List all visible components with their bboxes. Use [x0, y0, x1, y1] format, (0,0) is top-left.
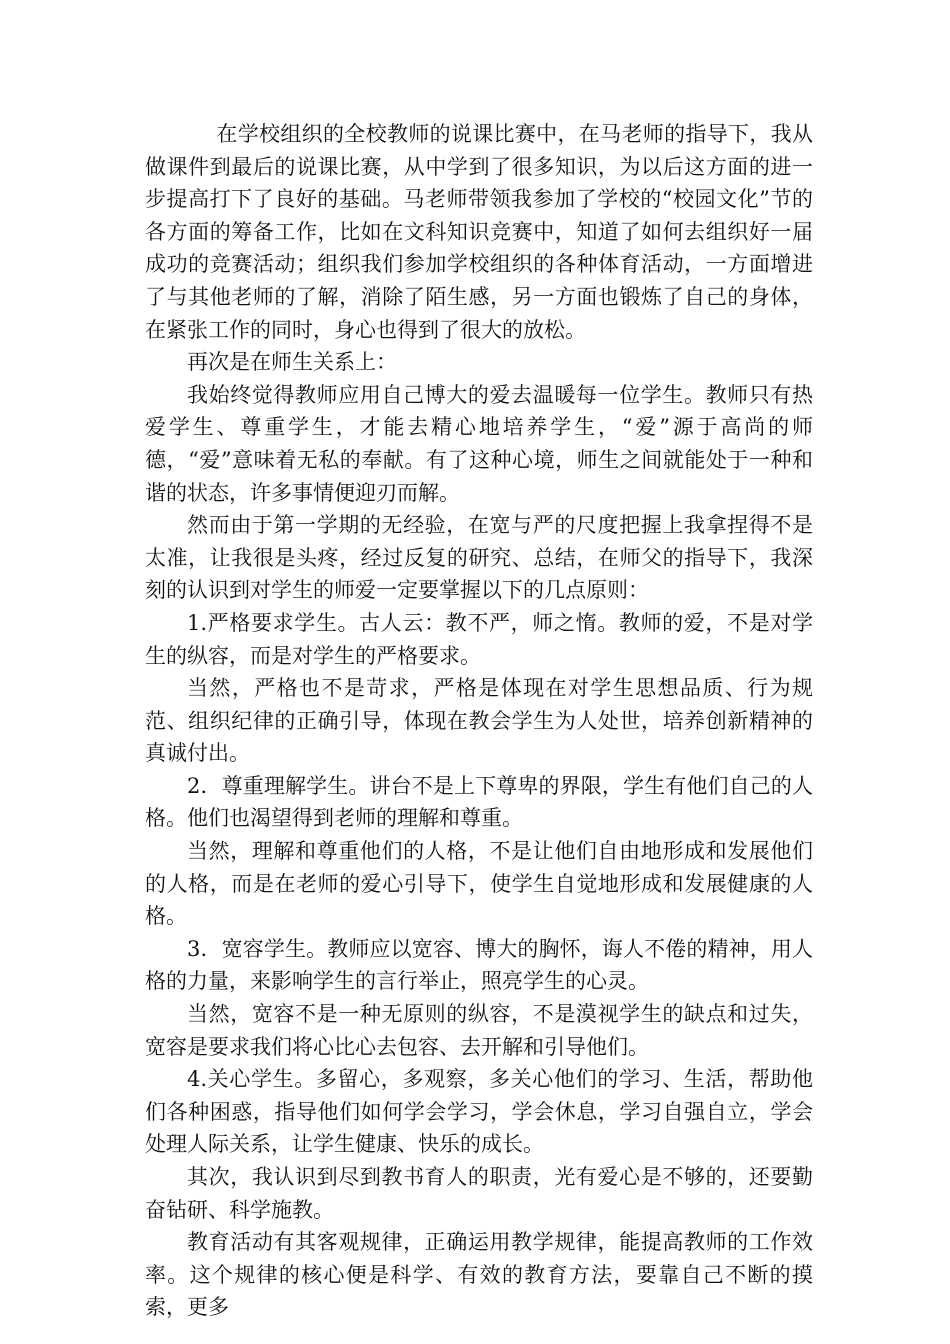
paragraph-principles-intro: 然而由于第一学期的无经验，在宽与严的尺度把握上我拿捏得不是太准，让我很是头疼，经过反复的研究、总结，在师父的指导下，我深刻的认识到对学生的师爱一定要掌握以下的几点原则： [145, 513, 813, 603]
paragraph-principle-1: 1.严格要求学生。古人云：教不严，师之惰。教师的爱，不是对学生的纵容，而是对学生的严格要求。 [145, 610, 813, 668]
paragraph-teacher-student-heading: 再次是在师生关系上： [187, 350, 397, 375]
paragraph-principle-4: 4.关心学生。多留心，多观察，多关心他们的学习、生活，帮助他们各种困惑，指导他们如何学会学习，学会休息，学习自强自立，学会处理人际关系，让学生健康、快乐的成长。 [145, 1067, 813, 1157]
paragraph-competition: 在学校组织的全校教师的说课比赛中，在马老师的指导下，我从做课件到最后的说课比赛，从中学到了很多知识，为以后这方面的进一步提高打下了良好的基础。马老师带领我参加了学校的“校园文化”节的各方面的筹备工作，比如在文科知识竞赛中，知道了如何去组织好一届成功的竞赛活动；组织我们参加学校组织的各种体育活动，一方面增进了与其他老师的了解，消除了陌生感，另一方面也锻炼了自己的身体，在紧张工作的同时，身心也得到了很大的放松。 [145, 122, 813, 342]
paragraph-principle-3: 3．宽容学生。教师应以宽容、博大的胸怀，诲人不倦的精神，用人格的力量，来影响学生的言行举止，照亮学生的心灵。 [145, 936, 813, 994]
paragraph-teaching-rules: 教育活动有其客观规律，正确运用教学规律，能提高教师的工作效率。这个规律的核心便是科学、有效的教育方法，要靠自己不断的摸索，更多 [145, 1230, 813, 1320]
document-body [145, 118, 813, 1324]
paragraph-love-students: 我始终觉得教师应用自己博大的爱去温暖每一位学生。教师只有热爱学生、尊重学生，才能去精心地培养学生，“爱”源于高尚的师德，“爱”意味着无私的奉献。有了这种心境，师生之间就能处于一种和谐的状态，许多事情便迎刃而解。 [145, 382, 813, 505]
paragraph-principle-3-note: 当然，宽容不是一种无原则的纵容，不是漠视学生的缺点和过失，宽容是要求我们将心比心去包容、去开解和引导他们。 [145, 1002, 813, 1059]
paragraph-principle-2: 2．尊重理解学生。讲台不是上下尊卑的界限，学生有他们自己的人格。他们也渴望得到老师的理解和尊重。 [145, 773, 813, 831]
paragraph-principle-1-note: 当然，严格也不是苛求，严格是体现在对学生思想品质、行为规范、组织纪律的正确引导，体现在教会学生为人处世，培养创新精神的真诚付出。 [145, 676, 813, 766]
paragraph-diligence: 其次，我认识到尽到教书育人的职责，光有爱心是不够的，还要勤奋钻研、科学施教。 [145, 1165, 813, 1222]
paragraph-principle-2-note: 当然，理解和尊重他们的人格，不是让他们自由地形成和发展他们的人格，而是在老师的爱心引导下，使学生自觉地形成和发展健康的人格。 [145, 839, 813, 929]
